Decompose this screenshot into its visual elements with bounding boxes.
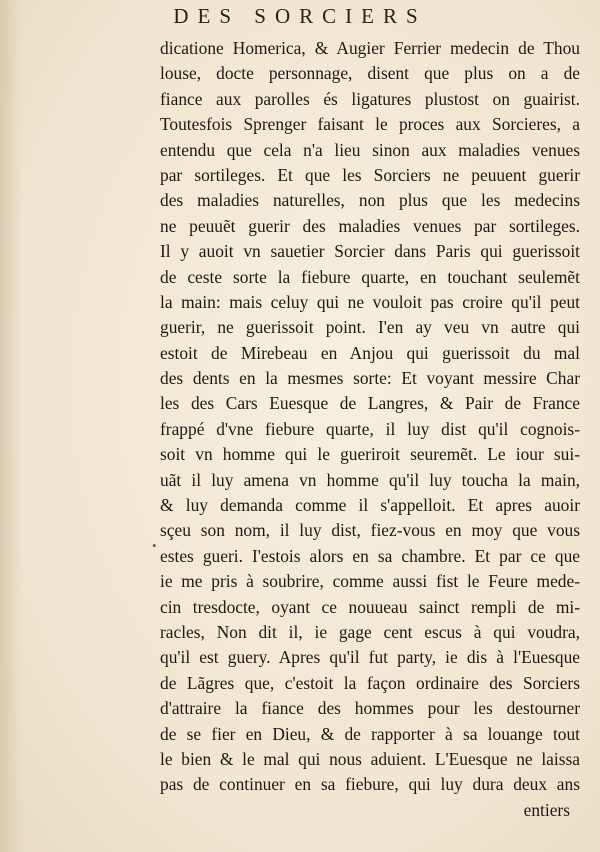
text-line: de Lãgres que, c'estoit la façon ordinaire des Sorciers <box>160 672 580 693</box>
text-line: Toutesfois Sprenger faisant le proces aux Sorcieres, a <box>160 114 580 135</box>
text-line: frappé d'vne fiebure quarte, il luy dist qu'il cognois- <box>160 418 580 439</box>
text-line: la main: mais celuy qui ne vouloit pas croire qu'il peut <box>160 291 580 312</box>
body-text <box>160 36 580 823</box>
catchword-line: entiers <box>523 799 570 820</box>
text-line: ne peuuẽt guerir des maladies venues par sortileges. <box>160 215 580 236</box>
text-line: racles, Non dit il, ie gage cent escus à qui voudra, <box>160 621 580 642</box>
text-line: des dents en la mesmes sorte: Et voyant messire Char <box>160 368 580 389</box>
text-line: les des Cars Euesque de Langres, & Pair de France <box>160 393 580 414</box>
text-line: estes gueri. I'estois alors en sa chambre. Et par ce que <box>160 545 580 566</box>
text-line: de ceste sorte la fiebure quarte, en touchant seulemẽt <box>160 266 580 287</box>
text-line: cin tresdocte, oyant ce nouueau sainct rempli de mi- <box>160 596 580 617</box>
text-line: guerir, ne guerissoit point. I'en ay veu vn autre qui <box>160 317 580 338</box>
text-line: le bien & le mal qui nous aduient. L'Euesque ne laissa <box>160 748 580 769</box>
text-line: estoit de Mirebeau en Anjou qui guerissoit du mal <box>160 342 580 363</box>
text-line: Il y auoit vn sauetier Sorcier dans Paris qui guerissoit <box>160 241 580 262</box>
page-gutter-shadow <box>0 0 22 852</box>
margin-dot: • <box>152 538 157 553</box>
text-line: par sortileges. Et que les Sorciers ne peuuent guerir <box>160 164 580 185</box>
text-line: de se fier en Dieu, & de rapporter à sa louange tout <box>160 723 580 744</box>
text-line: soit vn homme qui le gueriroit seuremẽt. Le iour sui- <box>160 444 580 465</box>
text-line: qu'il est guery. Apres qu'il fut party, ie dis à l'Euesque <box>160 647 580 668</box>
text-line: & luy demanda comme il s'appelloit. Et apres auoir <box>160 495 580 516</box>
text-line: d'attraire la fiance des hommes pour les destourner <box>160 698 580 719</box>
text-line: sçeu son nom, il luy dist, fiez-vous en moy que vous <box>160 520 580 541</box>
text-line: ie me pris à soubrire, comme aussi fist le Feure mede- <box>160 571 580 592</box>
text-line: pas de continuer en sa fiebure, qui luy dura deux ans <box>160 774 580 795</box>
text-line: dicatione Homerica, & Augier Ferrier medecin de Thou <box>160 38 580 58</box>
running-title: DES SORCIERS <box>173 4 427 28</box>
text-line: des maladies naturelles, non plus que les medecins <box>160 190 580 211</box>
text-line: louse, docte personnage, disent que plus on a de <box>160 63 580 84</box>
text-line: entendu que cela n'a lieu sinon aux maladies venues <box>160 139 580 160</box>
text-line: fiance aux parolles és ligatures plustost on guairist. <box>160 88 580 109</box>
text-line: uãt il luy amena vn homme qu'il luy toucha la main, <box>160 469 580 490</box>
